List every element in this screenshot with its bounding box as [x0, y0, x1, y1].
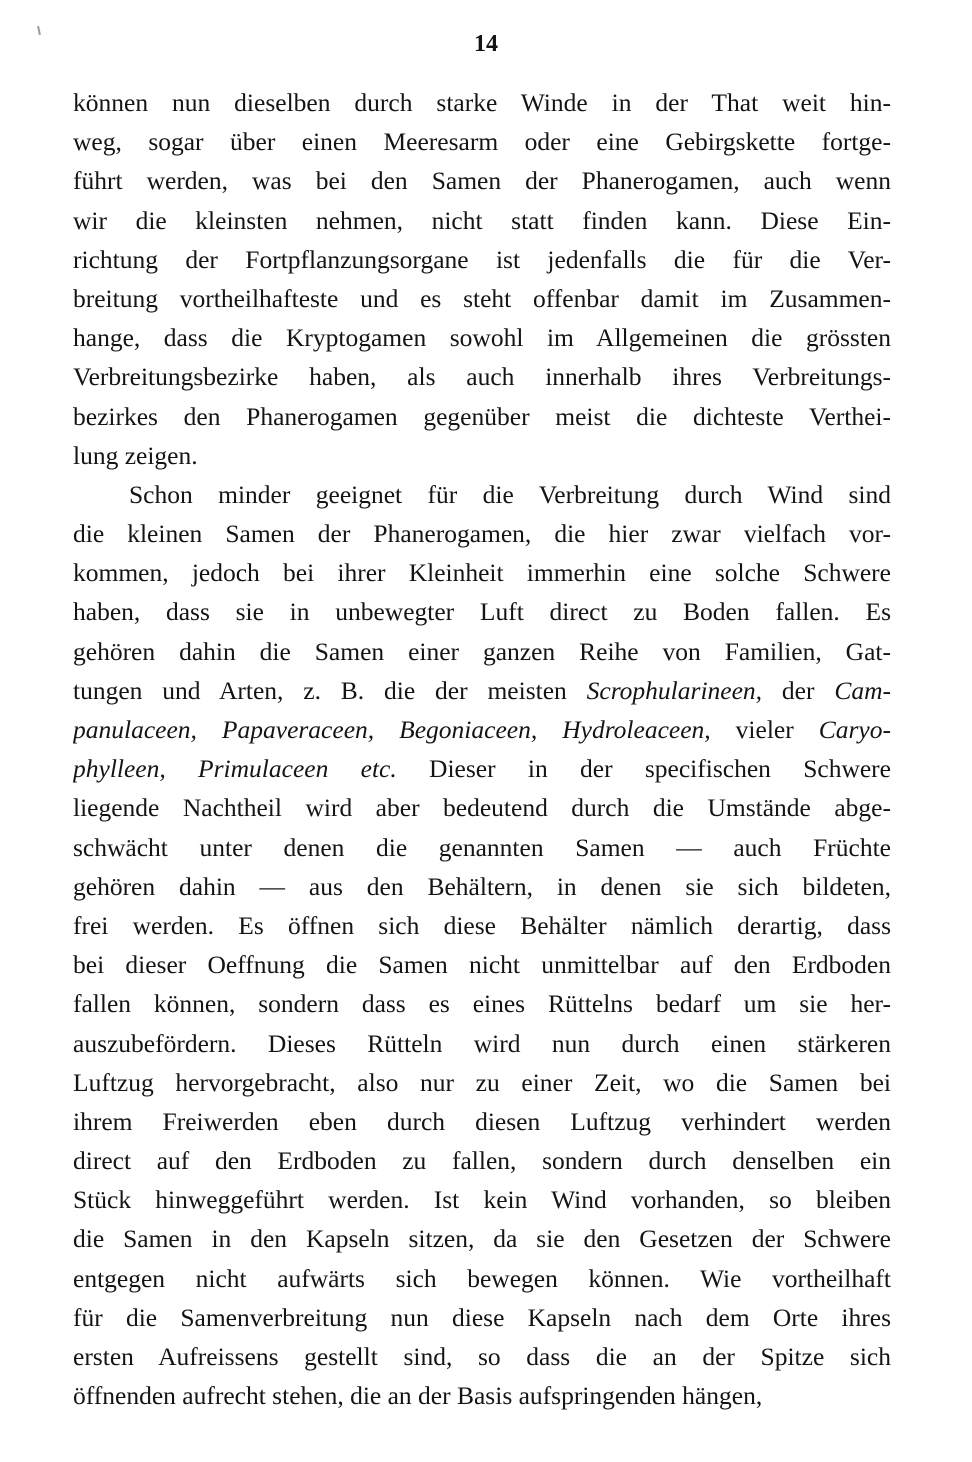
- text-line: [73, 514, 891, 553]
- text-run: Stück hinweggeführt werden. Ist kein Wind vorhanden, so bleiben: [73, 1185, 891, 1215]
- text-line: [73, 436, 891, 475]
- text-run: Verbreitungsbezirke haben, als auch innerhalb ihres Verbreitungs-: [73, 362, 891, 392]
- text-line: [73, 671, 891, 710]
- text-line: [73, 1259, 891, 1298]
- text-line: [73, 592, 891, 631]
- text-run: der: [762, 675, 835, 705]
- text-line: [73, 1180, 891, 1219]
- text-run: die kleinen Samen der Phanerogamen, die hier zwar vielfach vor-: [73, 519, 891, 549]
- text-line: [73, 357, 891, 396]
- text-line: [73, 906, 891, 945]
- italic-text: Cam-: [834, 675, 891, 705]
- text-run: können nun dieselben durch starke Winde in der That weit hin-: [73, 88, 891, 117]
- text-run: lung zeigen.: [73, 440, 198, 470]
- text-run: Dieser in der specifischen Schwere: [396, 754, 891, 784]
- text-run: Luftzug hervorgebracht, also nur zu einer Zeit, wo die Samen bei: [73, 1067, 891, 1097]
- text-run: tungen und Arten, z. B. die der meisten: [73, 675, 587, 705]
- italic-text: panulaceen, Papaveraceen, Begoniaceen, Hydroleaceen,: [73, 715, 711, 744]
- text-line: [73, 1102, 891, 1141]
- text-run: auszubefördern. Dieses Rütteln wird nun durch einen stärkeren: [73, 1028, 891, 1058]
- text-line: [73, 1219, 891, 1258]
- text-run: liegende Nachtheil wird aber bedeutend durch die Umstände abge-: [73, 793, 891, 823]
- text-run: hange, dass die Kryptogamen sowohl im Allgemeinen die grössten: [73, 323, 891, 353]
- text-line: [73, 984, 891, 1023]
- text-line: [73, 553, 891, 592]
- text-line: [73, 710, 891, 749]
- text-line: [73, 161, 891, 200]
- text-line: [73, 1141, 891, 1180]
- text-line: [73, 397, 891, 436]
- text-line: [73, 945, 891, 984]
- text-line: [73, 632, 891, 671]
- text-run: bezirkes den Phanerogamen gegenüber meist die dichteste Verthei-: [73, 401, 891, 431]
- italic-text: Caryo-: [818, 715, 891, 744]
- italic-text: phylleen, Primulaceen etc.: [73, 754, 397, 784]
- text-line: [73, 828, 891, 867]
- italic-text: Scrophularineen,: [586, 675, 763, 705]
- text-run: entgegen nicht aufwärts sich bewegen können. Wie vortheilhaft: [73, 1263, 891, 1293]
- text-line: [73, 83, 891, 122]
- text-run: Schon minder geeignet für die Verbreitung durch Wind sind: [129, 479, 891, 509]
- text-line: [73, 1024, 891, 1063]
- text-run: bei dieser Oeffnung die Samen nicht unmittelbar auf den Erdboden: [73, 950, 891, 980]
- text-line: [73, 279, 891, 318]
- text-run: wir die kleinsten nehmen, nicht statt finden kann. Diese Ein-: [73, 205, 891, 235]
- text-line: [73, 788, 891, 827]
- text-line: [73, 1063, 891, 1102]
- text-line: [73, 318, 891, 357]
- text-run: fallen können, sondern dass es eines Rüttelns bedarf um sie her-: [73, 989, 891, 1019]
- paragraph: [73, 475, 891, 1416]
- text-run: weg, sogar über einen Meeresarm oder eine Gebirgskette fortge-: [73, 127, 891, 157]
- text-run: gehören dahin die Samen einer ganzen Reihe von Familien, Gat-: [73, 636, 891, 666]
- page-number: 14: [474, 31, 498, 57]
- text-run: frei werden. Es öffnen sich diese Behälter nämlich derartig, dass: [73, 910, 891, 940]
- text-run: richtung der Fortpflanzungsorgane ist jedenfalls die für die Ver-: [73, 244, 891, 274]
- text-run: haben, dass sie in unbewegter Luft direct zu Boden fallen. Es: [73, 597, 891, 627]
- text-line: [73, 475, 891, 514]
- text-run: für die Samenverbreitung nun diese Kapseln nach dem Orte ihres: [73, 1302, 891, 1332]
- text-line: [73, 122, 891, 161]
- paragraph: [73, 83, 891, 475]
- body-text: [73, 83, 891, 1415]
- text-run: kommen, jedoch bei ihrer Kleinheit immerhin eine solche Schwere: [73, 558, 891, 588]
- text-line: [73, 201, 891, 240]
- text-run: gehören dahin — aus den Behältern, in denen sie sich bildeten,: [73, 871, 891, 901]
- text-run: die Samen in den Kapseln sitzen, da sie den Gesetzen der Schwere: [73, 1224, 891, 1254]
- text-line: [73, 1337, 891, 1376]
- text-run: führt werden, was bei den Samen der Phanerogamen, auch wenn: [73, 166, 891, 196]
- text-run: schwächt unter denen die genannten Samen — auch Früchte: [73, 832, 891, 862]
- text-run: ihrem Freiwerden eben durch diesen Luftzug verhindert werden: [73, 1106, 891, 1136]
- text-run: ersten Aufreissens gestellt sind, so dass die an der Spitze sich: [73, 1342, 891, 1371]
- text-run: öffnenden aufrecht stehen, die an der Basis aufspringenden hängen,: [73, 1381, 763, 1411]
- text-run: breitung vortheilhafteste und es steht offenbar damit im Zusammen-: [73, 283, 891, 313]
- text-line: [73, 749, 891, 788]
- text-run: direct auf den Erdboden zu fallen, sondern durch denselben ein: [73, 1146, 891, 1176]
- text-line: [73, 1376, 891, 1415]
- text-line: [73, 240, 891, 279]
- text-line: [73, 867, 891, 906]
- text-line: [73, 1298, 891, 1337]
- text-run: vieler: [710, 715, 819, 744]
